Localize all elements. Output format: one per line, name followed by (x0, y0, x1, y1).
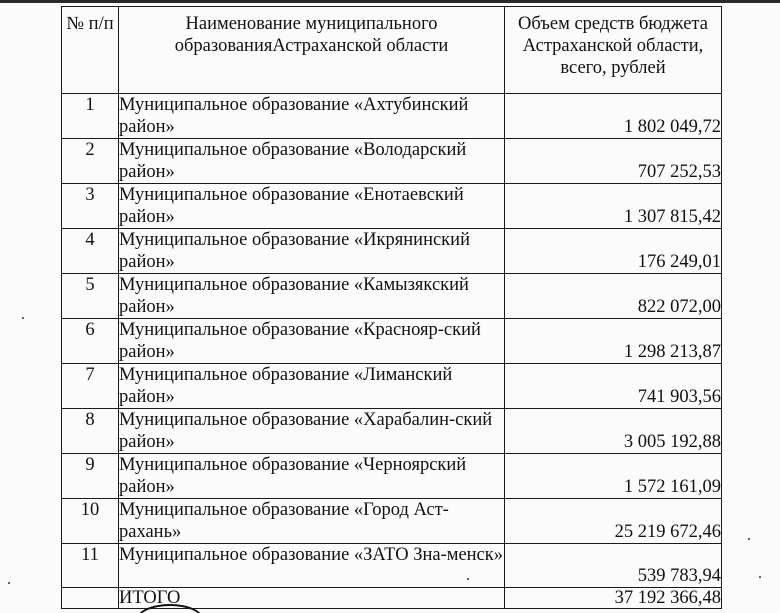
budget-amount: 3 005 192,88 (505, 409, 722, 454)
header-budget-amount: Объем средств бюджета Астраханской области, всего, рублей (505, 7, 722, 94)
municipality-name: Муниципальное образование «Ахтубинский район» (119, 94, 505, 139)
table-row (62, 499, 722, 544)
budget-amount: 1 298 213,87 (505, 319, 722, 364)
scan-speck (759, 576, 761, 578)
row-number: 9 (62, 454, 119, 499)
table-row (62, 184, 722, 229)
table-row (62, 409, 722, 454)
table-row (62, 229, 722, 274)
table-header-row (62, 7, 722, 94)
table-row (62, 319, 722, 364)
table-row (62, 454, 722, 499)
row-number: 4 (62, 229, 119, 274)
budget-amount: 25 219 672,46 (505, 499, 722, 544)
table-row (62, 139, 722, 184)
budget-amount: 707 252,53 (505, 139, 722, 184)
budget-amount: 1 572 161,09 (505, 454, 722, 499)
row-number: 11 (62, 544, 119, 588)
municipality-name: Муниципальное образование «Володарский район» (119, 139, 505, 184)
municipality-name: Муниципальное образование «Краснояр-ский район» (119, 319, 505, 364)
row-number: 7 (62, 364, 119, 409)
budget-amount: 1 802 049,72 (505, 94, 722, 139)
scan-speck (748, 538, 750, 540)
budget-amount: 176 249,01 (505, 229, 722, 274)
municipality-name: Муниципальное образование «Икрянинский район» (119, 229, 505, 274)
municipality-name: Муниципальное образование «Черноярский район» (119, 454, 505, 499)
scan-speck (8, 582, 10, 584)
municipality-name: Муниципальное образование «Лиманский район» (119, 364, 505, 409)
total-amount: 37 192 366,48 (505, 588, 722, 609)
municipality-name: Муниципальное образование «Город Аст-рахань» (119, 499, 505, 544)
top-border-line (0, 0, 780, 3)
municipality-name: Муниципальное образование «ЗАТО Зна-менск» (119, 544, 505, 588)
total-label: ИТОГО (119, 588, 505, 609)
municipality-name: Муниципальное образование «Енотаевский район» (119, 184, 505, 229)
row-number: 5 (62, 274, 119, 319)
row-number: 2 (62, 139, 119, 184)
table-row (62, 94, 722, 139)
budget-amount: 539 783,94 (505, 544, 722, 588)
row-number: 3 (62, 184, 119, 229)
row-number: 8 (62, 409, 119, 454)
row-number: 1 (62, 94, 119, 139)
table-row (62, 544, 722, 588)
budget-allocation-table (61, 6, 722, 609)
budget-amount: 1 307 815,42 (505, 184, 722, 229)
table-row (62, 364, 722, 409)
table-row (62, 274, 722, 319)
total-row-number (62, 588, 119, 609)
row-number: 6 (62, 319, 119, 364)
scan-speck (22, 317, 24, 319)
budget-amount: 822 072,00 (505, 274, 722, 319)
municipality-name: Муниципальное образование «Харабалин-ский район» (119, 409, 505, 454)
row-number: 10 (62, 499, 119, 544)
header-municipality: Наименование муниципального образованияАстраханской области (119, 7, 505, 94)
scan-speck (467, 578, 469, 580)
municipality-name: Муниципальное образование «Камызякский район» (119, 274, 505, 319)
budget-amount: 741 903,56 (505, 364, 722, 409)
header-number: № п/п (62, 7, 119, 94)
